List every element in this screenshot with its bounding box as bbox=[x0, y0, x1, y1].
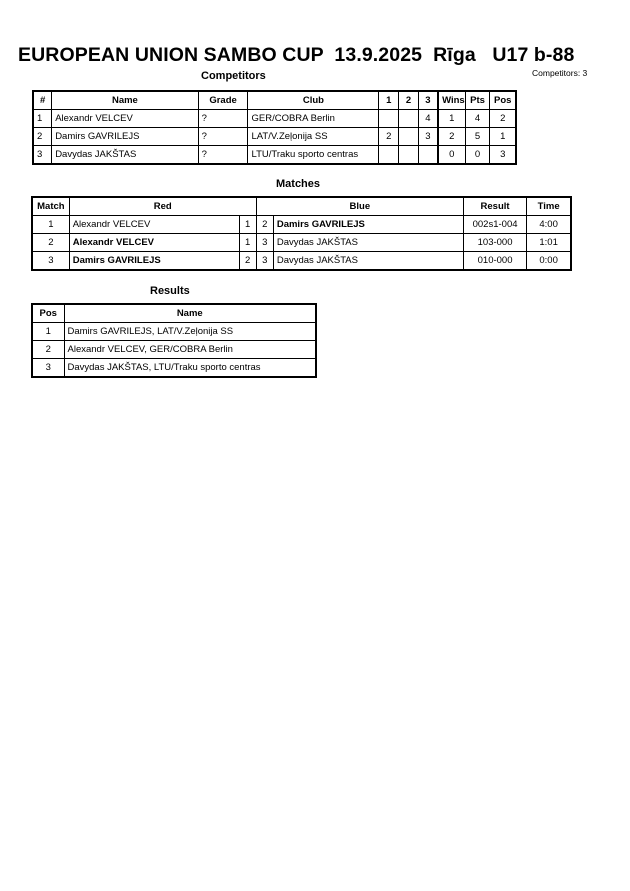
round-2-score bbox=[399, 110, 419, 128]
match-result: 103-000 bbox=[463, 234, 526, 252]
round-1-score bbox=[379, 110, 399, 128]
table-row bbox=[33, 110, 516, 128]
competitor-name: Damirs GAVRILEJS bbox=[52, 128, 198, 146]
result-pos: 1 bbox=[32, 323, 64, 341]
competitors-table bbox=[32, 90, 517, 165]
table-row bbox=[33, 146, 516, 165]
table-row bbox=[32, 252, 571, 271]
competitor-pts: 5 bbox=[465, 128, 490, 146]
blue-number: 2 bbox=[256, 216, 273, 234]
result-name: Davydas JAKŠTAS, LTU/Traku sporto centras bbox=[64, 359, 316, 378]
col-red: Red bbox=[69, 197, 256, 216]
col-round-2: 2 bbox=[399, 91, 419, 110]
col-result: Result bbox=[463, 197, 526, 216]
red-number: 2 bbox=[239, 252, 256, 271]
round-3-score: 4 bbox=[418, 110, 438, 128]
blue-competitor: Davydas JAKŠTAS bbox=[273, 252, 463, 271]
col-blue: Blue bbox=[256, 197, 463, 216]
blue-number: 3 bbox=[256, 252, 273, 271]
col-pos: Pos bbox=[490, 91, 516, 110]
competitor-number: 2 bbox=[33, 128, 52, 146]
red-number: 1 bbox=[239, 234, 256, 252]
col-round-1: 1 bbox=[379, 91, 399, 110]
competitors-header-row bbox=[33, 91, 516, 110]
competitor-wins: 1 bbox=[438, 110, 465, 128]
blue-competitor: Damirs GAVRILEJS bbox=[273, 216, 463, 234]
col-match: Match bbox=[32, 197, 69, 216]
matches-heading: Matches bbox=[276, 178, 321, 190]
result-pos: 3 bbox=[32, 359, 64, 378]
col-grade: Grade bbox=[198, 91, 248, 110]
match-number: 2 bbox=[32, 234, 69, 252]
competitor-number: 1 bbox=[33, 110, 52, 128]
match-result: 010-000 bbox=[463, 252, 526, 271]
match-time: 1:01 bbox=[527, 234, 571, 252]
red-competitor: Alexandr VELCEV bbox=[69, 216, 239, 234]
competitor-club: GER/COBRA Berlin bbox=[248, 110, 379, 128]
table-row bbox=[32, 341, 316, 359]
round-1-score bbox=[379, 146, 399, 165]
competitor-pos: 2 bbox=[490, 110, 516, 128]
red-competitor: Alexandr VELCEV bbox=[69, 234, 239, 252]
red-competitor: Damirs GAVRILEJS bbox=[69, 252, 239, 271]
competitor-pos: 3 bbox=[490, 146, 516, 165]
competitor-name: Davydas JAKŠTAS bbox=[52, 146, 198, 165]
results-heading: Results bbox=[150, 285, 190, 297]
competitor-number: 3 bbox=[33, 146, 52, 165]
col-pts: Pts bbox=[465, 91, 490, 110]
result-name: Alexandr VELCEV, GER/COBRA Berlin bbox=[64, 341, 316, 359]
round-1-score: 2 bbox=[379, 128, 399, 146]
competitors-count: Competitors: 3 bbox=[532, 68, 588, 78]
table-row bbox=[32, 359, 316, 378]
blue-number: 3 bbox=[256, 234, 273, 252]
matches-header-row bbox=[32, 197, 571, 216]
result-name: Damirs GAVRILEJS, LAT/V.Zeļonija SS bbox=[64, 323, 316, 341]
table-row bbox=[32, 216, 571, 234]
competitors-heading: Competitors bbox=[201, 70, 266, 82]
competitor-pts: 0 bbox=[465, 146, 490, 165]
result-pos: 2 bbox=[32, 341, 64, 359]
competitor-pts: 4 bbox=[465, 110, 490, 128]
matches-table bbox=[31, 196, 572, 271]
col-number: # bbox=[33, 91, 52, 110]
table-row bbox=[32, 234, 571, 252]
competitor-wins: 2 bbox=[438, 128, 465, 146]
match-result: 002s1-004 bbox=[463, 216, 526, 234]
match-time: 0:00 bbox=[527, 252, 571, 271]
col-club: Club bbox=[248, 91, 379, 110]
round-2-score bbox=[399, 146, 419, 165]
competitor-wins: 0 bbox=[438, 146, 465, 165]
table-row bbox=[32, 323, 316, 341]
competitor-name: Alexandr VELCEV bbox=[52, 110, 198, 128]
competitor-grade: ? bbox=[198, 146, 248, 165]
col-wins: Wins bbox=[438, 91, 465, 110]
competitor-grade: ? bbox=[198, 128, 248, 146]
results-header-row bbox=[32, 304, 316, 323]
col-round-3: 3 bbox=[418, 91, 438, 110]
blue-competitor: Davydas JAKŠTAS bbox=[273, 234, 463, 252]
round-3-score: 3 bbox=[418, 128, 438, 146]
table-row bbox=[33, 128, 516, 146]
red-number: 1 bbox=[239, 216, 256, 234]
results-table bbox=[31, 303, 317, 378]
competitor-grade: ? bbox=[198, 110, 248, 128]
match-number: 3 bbox=[32, 252, 69, 271]
match-time: 4:00 bbox=[527, 216, 571, 234]
round-2-score bbox=[399, 128, 419, 146]
competitor-club: LTU/Traku sporto centras bbox=[248, 146, 379, 165]
competitor-pos: 1 bbox=[490, 128, 516, 146]
page-title: EUROPEAN UNION SAMBO CUP 13.9.2025 Rīga U17 b-88 bbox=[18, 44, 575, 66]
col-time: Time bbox=[527, 197, 571, 216]
match-number: 1 bbox=[32, 216, 69, 234]
col-name: Name bbox=[52, 91, 198, 110]
col-pos: Pos bbox=[32, 304, 64, 323]
round-3-score bbox=[418, 146, 438, 165]
competitor-club: LAT/V.Zeļonija SS bbox=[248, 128, 379, 146]
col-name: Name bbox=[64, 304, 316, 323]
